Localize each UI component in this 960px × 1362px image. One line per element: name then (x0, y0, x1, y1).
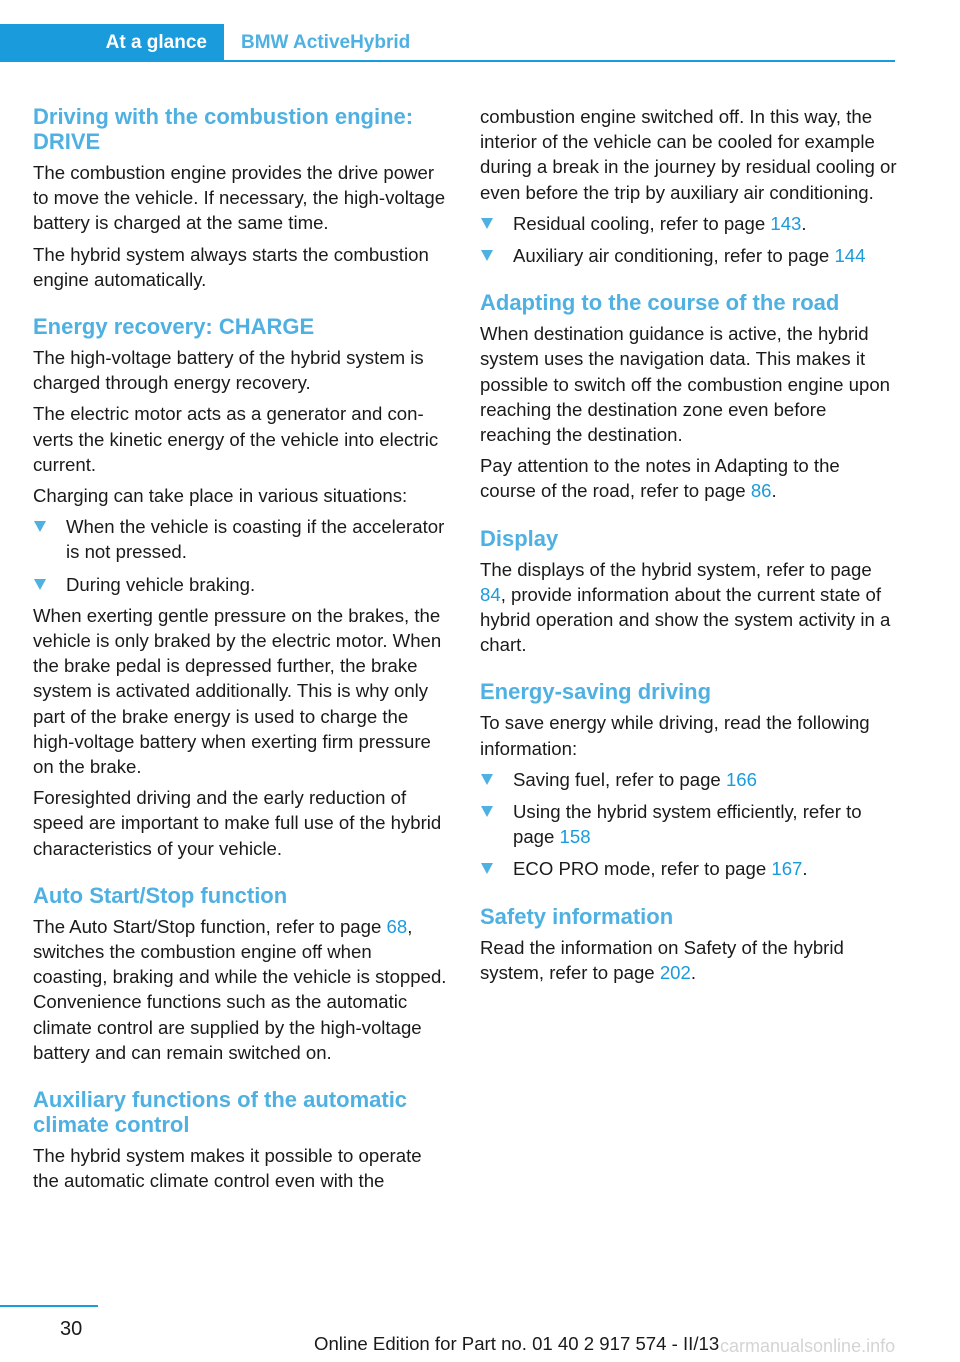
paragraph: The electric motor acts as a generator and converts the kinetic energy of the vehicle into electric current. (33, 403, 439, 475)
triangle-bullet-icon (481, 863, 493, 874)
page-header (0, 0, 895, 62)
heading-charge: Energy recovery: CHARGE (33, 314, 315, 340)
triangle-bullet-icon (481, 806, 493, 817)
watermark: carmanualsonline.info (720, 1336, 896, 1356)
paragraph: Read the information on Safety of the hybrid system, refer to page 202. (480, 936, 844, 983)
list-item: Residual cooling, refer to page 143. (480, 211, 898, 236)
paragraph: Foresighted driving and the early reduction of speed are important to make full use of the hybrid characteristics of your vehicle. (33, 787, 442, 859)
heading-display: Display (480, 525, 559, 551)
triangle-bullet-icon (34, 521, 46, 532)
right-column (480, 104, 898, 985)
heading-safety: Safety information (480, 903, 674, 929)
paragraph: The hybrid system makes it possible to operate the automatic climate control even with the (33, 1145, 422, 1192)
paragraph: combustion engine switched off. In this way, the interior of the vehicle can be cooled for example during a break in the journey by residual cooling or even before the trip by auxiliary air conditioning. (480, 106, 897, 203)
paragraph: Charging can take place in various situations: (33, 485, 408, 507)
paragraph: When destination guidance is active, the hybrid system uses the navigation data. This makes it possible to switch off the combustion engine upon reaching the destination zone even before reaching the destination. (480, 323, 891, 446)
page-link-68[interactable]: 68 (386, 915, 408, 937)
heading-road: Adapting to the course of the road (480, 290, 840, 316)
tab-at-a-glance-label: At a glance (105, 32, 207, 53)
triangle-bullet-icon (481, 774, 493, 785)
page-link-167[interactable]: 167 (771, 858, 803, 880)
paragraph: The high-voltage battery of the hybrid system is charged through energy recovery. (33, 347, 424, 394)
list-item: ECO PRO mode, refer to page 167. (480, 856, 898, 881)
page-number: 30 (60, 1318, 83, 1340)
footer-rule (0, 1305, 98, 1307)
heading-drive: Driving with the combustion engine: DRIVE (33, 104, 414, 154)
bullet-list (480, 211, 898, 268)
paragraph: The displays of the hybrid system, refer to page 84, provide information about the current state of hybrid operation and show the system activity in a chart. (480, 558, 891, 656)
page-link-202[interactable]: 202 (659, 961, 691, 983)
triangle-bullet-icon (34, 579, 46, 590)
paragraph: The Auto Start/Stop function, refer to page 68, switches the combustion engine off when coasting, braking and while the vehicle is stopped. Convenience functions such as the automatic climate control are supplied by the high-voltage battery and can remain switched on. (33, 915, 447, 1063)
page-link-86[interactable]: 86 (750, 480, 772, 502)
page-link-84[interactable]: 84 (480, 583, 501, 605)
edition-text: Online Edition for Part no. 01 40 2 917 574 - II/13 (314, 1333, 720, 1354)
list-item: Using the hybrid system efficiently, refer to page 158 (480, 799, 898, 849)
paragraph: The hybrid system always starts the combustion engine automatically. (33, 243, 429, 290)
page-link-158[interactable]: 158 (559, 826, 591, 848)
triangle-bullet-icon (481, 218, 493, 229)
paragraph: To save energy while driving, read the following information: (480, 712, 870, 759)
tab-bmw-activehybrid[interactable]: BMW ActiveHybrid (241, 32, 411, 53)
list-item: Saving fuel, refer to page 166 (480, 767, 898, 792)
paragraph: The combustion engine provides the drive power to move the vehicle. If necessary, the high-voltage battery is charged at the same time. (33, 162, 446, 234)
left-column (33, 104, 451, 1194)
triangle-bullet-icon (481, 250, 493, 261)
list-item: When the vehicle is coasting if the accelerator is not pressed. (33, 514, 451, 564)
page-link-166[interactable]: 166 (725, 768, 757, 790)
bullet-list (480, 767, 898, 882)
heading-energy-saving: Energy-saving driving (480, 679, 712, 705)
paragraph: Pay attention to the notes in Adapting to the course of the road, refer to page 86. (480, 455, 840, 502)
list-item: During vehicle braking. (33, 572, 451, 597)
page-link-144[interactable]: 144 (834, 245, 866, 267)
list-item: Auxiliary air conditioning, refer to page 144 (480, 243, 898, 268)
heading-aux-climate: Auxiliary functions of the automatic climate control (33, 1087, 408, 1138)
page-link-143[interactable]: 143 (770, 212, 802, 234)
bullet-list (33, 514, 451, 597)
tab-at-a-glance[interactable] (0, 24, 224, 62)
paragraph: When exerting gentle pressure on the brakes, the vehicle is only braked by the electric motor. When the brake pedal is depressed further, the brake system is activated additionally. This is why only part of the brake energy is used to charge the high-voltage battery when exerting firm pressure on the brake. (33, 604, 442, 778)
heading-autostart: Auto Start/Stop function (33, 882, 288, 908)
header-rule (224, 60, 895, 62)
